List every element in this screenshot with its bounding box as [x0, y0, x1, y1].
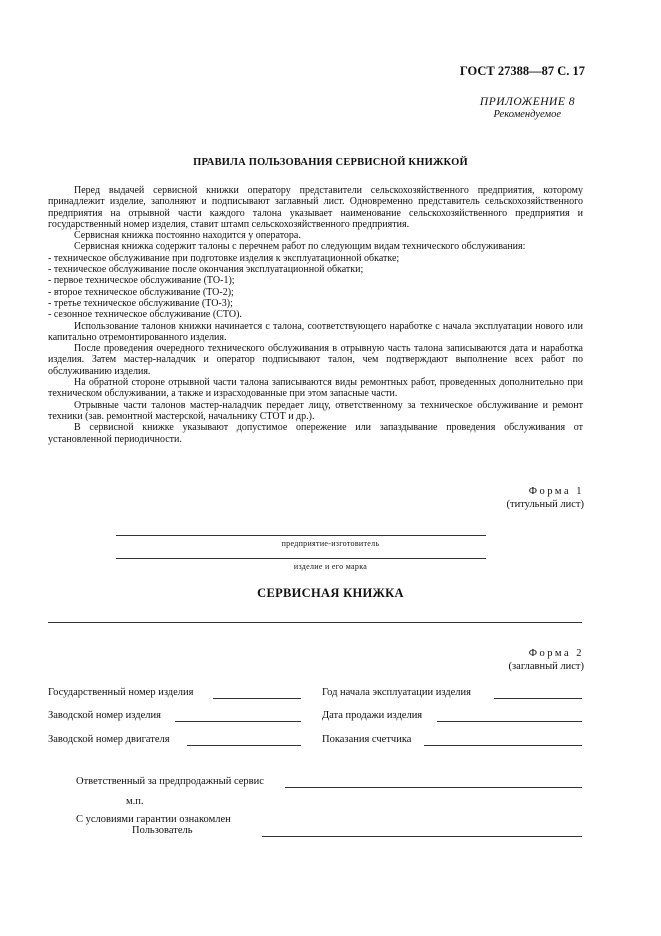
user-label: Пользователь	[132, 825, 193, 836]
paragraph: Перед выдачей сервисной книжки оператору представители сельскохозяйственного предприятия, которому принадлежит изделие, заполняют и подписывают заглавный лист. Одновременно представитель сельскохозяйственного предприятия на отрывной части каждого талона указывает наименование сельскохозяйственного предприятия и государственный номер изделия, ставит штамп сельскохозяйственного предприятия.	[48, 185, 583, 230]
appendix-status: Рекомендуемое	[493, 109, 561, 120]
form1-note: (титульный лист)	[506, 498, 584, 510]
paragraph: В сервисной книжке указывают допустимое опережение или запаздывание проведения обслуживания от установленной периодичности.	[48, 422, 583, 445]
paragraph: Сервисная книжка постоянно находится у оператора.	[74, 230, 301, 242]
book-title: СЕРВИСНАЯ КНИЖКА	[257, 586, 404, 600]
rules-text	[48, 185, 583, 445]
paragraph: Отрывные части талонов мастер-наладчик передает лицу, ответственному за техническое обслуживание и ремонт техники (зав. ремонтной мастерской, начальнику СТОТ и др.).	[48, 399, 583, 422]
manufacturer-caption: предприятие-изготовитель	[281, 539, 380, 548]
appendix-label: ПРИЛОЖЕНИЕ 8	[479, 96, 575, 108]
paragraph: Использование талонов книжки начинается с талона, соответствующего наработке с начала эксплуатации нового или капитально отремонтированного изделия.	[48, 320, 583, 343]
list-item: - второе техническое обслуживание (ТО-2);	[48, 286, 234, 298]
responsible-label: Ответственный за предпродажный сервис	[76, 776, 264, 787]
start-year-field[interactable]	[494, 698, 582, 699]
sale-date-field[interactable]	[437, 721, 582, 722]
warranty-label: С условиями гарантии ознакомлен	[76, 814, 231, 825]
product-line[interactable]	[116, 558, 486, 559]
factory-number-label: Заводской номер изделия	[48, 710, 161, 721]
engine-number-field[interactable]	[187, 745, 301, 746]
start-year-label: Год начала эксплуатации изделия	[322, 687, 471, 698]
paragraph: Сервисная книжка содержит талоны с перечнем работ по следующим видам технического обслуживания:	[74, 241, 526, 253]
sale-date-label: Дата продажи изделия	[322, 710, 423, 721]
user-signature-field[interactable]	[262, 836, 582, 837]
responsible-field[interactable]	[285, 787, 582, 788]
form1-label: Форма 1	[528, 486, 584, 497]
factory-number-field[interactable]	[175, 721, 301, 722]
stamp-label: м.п.	[126, 796, 144, 807]
list-item: - сезонное техническое обслуживание (СТО).	[48, 309, 242, 321]
list-item: - первое техническое обслуживание (ТО-1);	[48, 275, 235, 287]
page-header-code: ГОСТ 27388—87 С. 17	[459, 64, 585, 78]
list-item: - третье техническое обслуживание (ТО-3);	[48, 297, 233, 309]
state-number-label: Государственный номер изделия	[48, 687, 194, 698]
list-item: - техническое обслуживание при подготовке изделия к эксплуатационной обкатке;	[48, 252, 400, 264]
list-item: - техническое обслуживание после окончания эксплуатационной обкатки;	[48, 264, 364, 276]
manufacturer-line[interactable]	[116, 535, 486, 536]
form2-note: (заглавный лист)	[508, 660, 584, 672]
engine-number-label: Заводской номер двигателя	[48, 734, 170, 745]
product-caption: изделие и его марка	[293, 562, 368, 571]
form2-header	[509, 648, 584, 673]
page-title: ПРАВИЛА ПОЛЬЗОВАНИЯ СЕРВИСНОЙ КНИЖКОЙ	[193, 157, 468, 168]
state-number-field[interactable]	[213, 698, 301, 699]
paragraph: После проведения очередного технического обслуживания в отрывную часть талона записываются дата и наработка изделия. Затем мастер-наладчик и оператор подписывают талон, чем подтверждают выполнение всех работ по обслуживанию изделия.	[48, 343, 583, 377]
form1-header	[507, 486, 585, 511]
form2-label: Форма 2	[528, 648, 584, 659]
separator-line	[48, 622, 582, 623]
meter-label: Показания счетчика	[322, 734, 412, 745]
paragraph: На обратной стороне отрывной части талона записываются виды ремонтных работ, проведенных дополнительно при техническом обслуживании, а также и израсходованные при этом запасные части.	[48, 377, 583, 400]
meter-field[interactable]	[424, 745, 582, 746]
